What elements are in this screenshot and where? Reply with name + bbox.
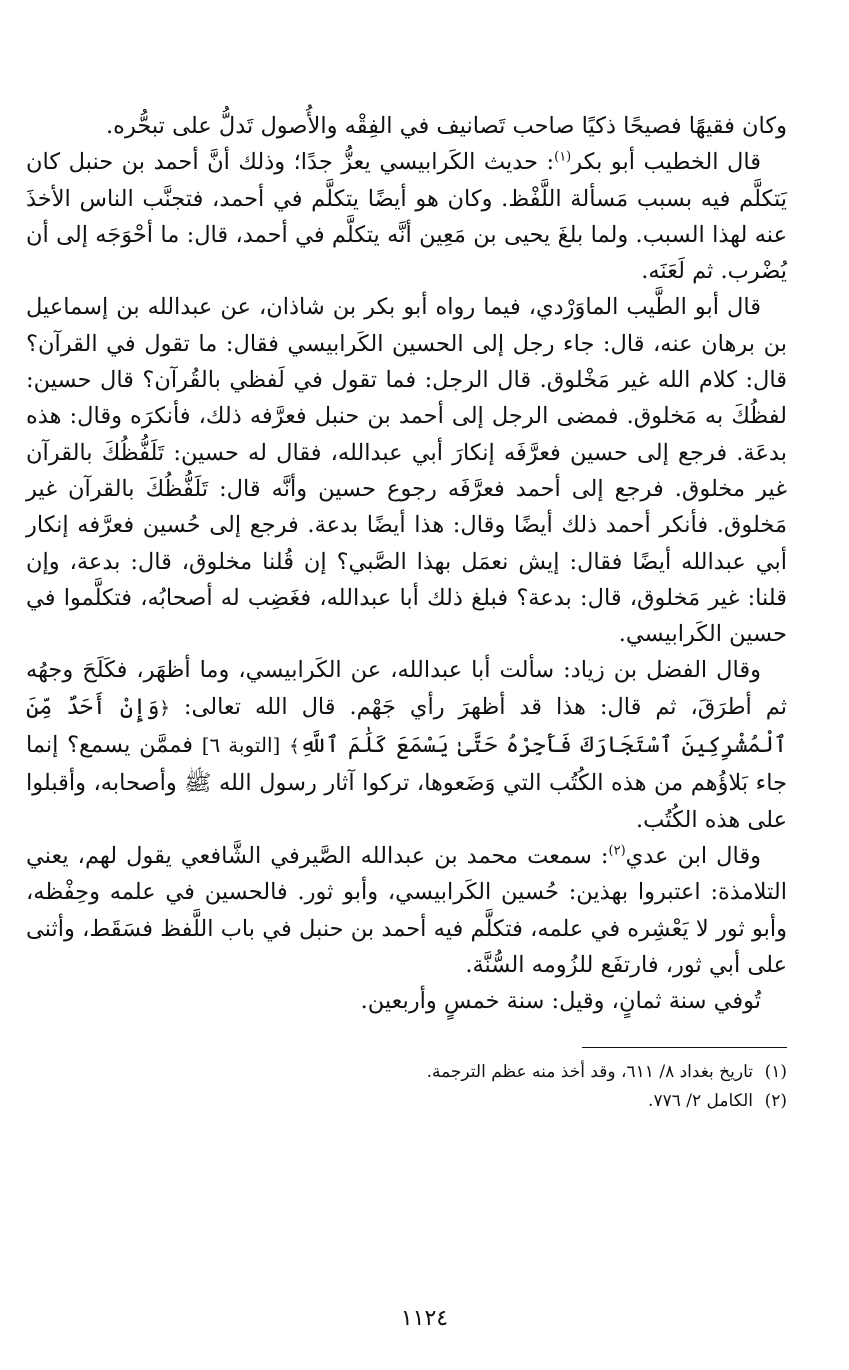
paragraph-text: فممَّن يسمع؟ إنما جاء بَلاؤُهم من هذه الكُتُب التي وَضَعوها، تركوا آثار رسول الله ﷺ وأصحابه، وأقبلوا على هذه الكُتُب.	[26, 732, 787, 833]
quran-verse-reference: [التوبة ٦]	[201, 733, 281, 758]
paragraph-text: وقال الفضل بن زياد: سألت أبا عبدالله، عن الكَرابيسي، وما أظهَر، فكَلَحَ وجهُه ثم أطرَقَ، ثم قال: هذا قد أظهرَ رأي جَهْم. قال الله تعالى:	[26, 657, 787, 720]
footnotes	[26, 1058, 787, 1116]
quran-bracket-close: ﴾	[289, 736, 300, 758]
paragraph-death-date	[26, 983, 787, 1019]
footnote-2	[26, 1087, 787, 1116]
paragraph-fadl-narration	[26, 652, 787, 837]
quran-bracket-open: ﴿	[159, 697, 170, 719]
paragraph-text: قال الخطيب أبو بكر	[571, 149, 761, 176]
paragraph-mawardi-narration	[26, 289, 787, 652]
paragraph-khatib-quote	[26, 144, 787, 289]
quran-verse: وَإِنْ أَحَدٌ مِّنَ ٱلْمُشْرِكِينَ ٱسْتَجَارَكَ فَأَجِرْهُ حَتَّىٰ يَسْمَعَ كَلَٰمَ ٱللَّهِ	[26, 693, 788, 759]
footnote-ref-1[interactable]: (١)	[554, 149, 572, 165]
page-number: ١١٢٤	[400, 1306, 449, 1331]
footnote-ref-2[interactable]: (٢)	[608, 843, 626, 859]
footnote-number: (١)	[764, 1062, 787, 1083]
footnote-1	[26, 1058, 787, 1087]
paragraph-text: وكان فقيهًا فصيحًا ذكيًا صاحب تَصانيف في الفِقْه والأُصول تَدلُّ على تبحُّره.	[106, 113, 787, 139]
footnote-text: تاريخ بغداد ٨/ ٦١١، وقد أخذ منه عظم الترجمة.	[426, 1062, 753, 1083]
paragraph-biography	[26, 108, 787, 144]
paragraph-text: قال أبو الطَّيب الماوَرْدي، فيما رواه أبو بكر بن شاذان، عن عبدالله بن إسماعيل بن برهان عنه، قال: جاء رجل إلى الحسين الكَرابيسي فقال: ما تقول في القرآن؟ قال: كلام الله غير مَخْلوق. قال الرجل: فما تقول في لَفظي بالقُرآن؟ قال حسين: لفظُكَ به مَخلوق. فمضى الرجل إلى أحمد بن حنبل فعرَّفه ذلك، فأنكرَه وقال: هذه بدعَة. فرجع إلى حسين فعرَّفَه إنكارَ أبي عبدالله، فقال له حسين: تَلَفُّظُكَ بالقرآن غير مخلوق. فرجع إلى أحمد فعرَّفَه رجوع حسين وأنَّه قال: تَلَفُّظُكَ بالقرآن غير مَخلوق. فأنكر أحمد ذلك أيضًا وقال: هذا أيضًا بدعة. فرجع إلى حُسين فعرَّفه إنكار أبي عبدالله أيضًا فقال: إيش نعمَل بهذا الصَّبي؟ إن قُلنا مخلوق، قال: بدعة، وإن قلنا: غير مَخلوق، قال: بدعة؟ فبلغ ذلك أبا عبدالله، فغَضِب له أصحابُه، فتكلَّموا في حسين الكَرابيسي.	[26, 294, 787, 648]
paragraph-text: : سمعت محمد بن عبدالله الصَّيرفي الشَّافعي يقول لهم، يعني التلامذة: اعتبروا بهذين: حُسين الكَرابيسي، وأبو ثور. فالحسين في علمه وحِفْظه، وأبو ثور لا يَعْشِره في علمه، فتكلَّم فيه أحمد بن حنبل في باب اللَّفظ فسَقَط، وأثنى على أبي ثور، فارتفَع للزُومه السُّنَّة.	[26, 842, 787, 978]
body-text	[26, 108, 787, 1019]
footnote-number: (٢)	[764, 1091, 787, 1112]
footnote-separator	[582, 1047, 787, 1048]
paragraph-text: تُوفي سنة ثمانٍ، وقيل: سنة خمسٍ وأربعين.	[360, 988, 761, 1015]
footnote-text: الكامل ٢/ ٧٧٦.	[648, 1091, 753, 1112]
paragraph-ibn-adi-quote	[26, 838, 787, 983]
paragraph-text: وقال ابن عدي	[625, 842, 761, 869]
paragraph-text: : حديث الكَرابيسي يعزُّ جدًا؛ وذلك أنَّ أحمد بن حنبل كان يَتكلَّم فيه بسبب مَسألة اللَّفْظ. وكان هو أيضًا يتكلَّم في أحمد، فتجنَّب الناس الأخذَ عنه لهذا السبب. ولما بلغَ يحيى بن مَعِين أنَّه يتكلَّم في أحمد، قال: ما أحْوَجَه إلى أن يُضْرب. ثم لَعَنَه.	[26, 149, 787, 285]
